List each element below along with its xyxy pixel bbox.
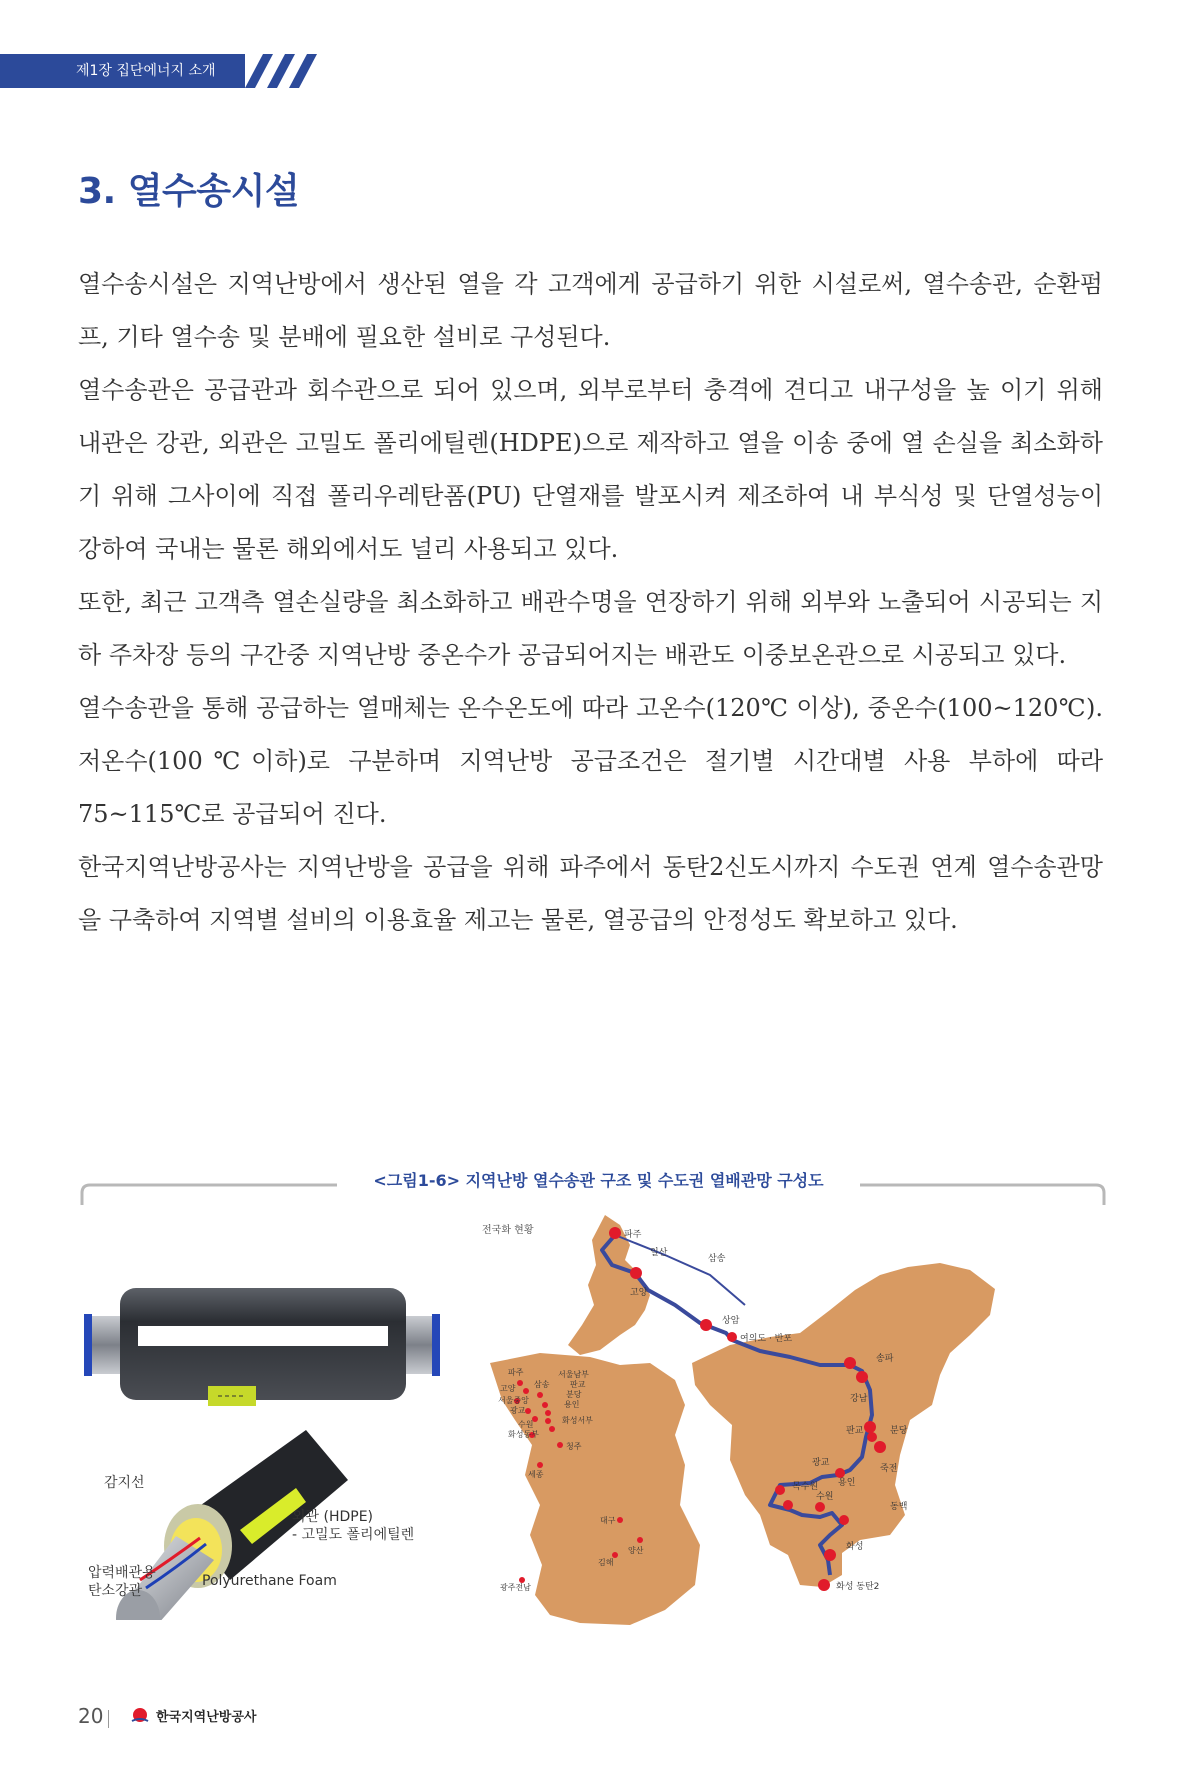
- label-outer: 외관 (HDPE) - 고밀도 폴리에틸렌: [292, 1509, 415, 1543]
- figure-caption: <그림1-6> 지역난방 열수송관 구조 및 수도권 열배관망 구성도: [0, 1168, 1197, 1191]
- national-site-6: 수원: [518, 1420, 534, 1429]
- paragraph-1: 열수송시설은 지역난방에서 생산된 열을 각 고객에게 공급하기 위한 시설로써, 열수송관, 순환펌프, 기타 열수송 및 분배에 필요한 설비로 구성된다.: [78, 270, 1103, 351]
- national-site-1: 파주: [508, 1368, 524, 1377]
- capital-site-15: 수원: [816, 1492, 834, 1502]
- national-site-17: 김해: [598, 1558, 614, 1567]
- national-site-9: 판교: [570, 1380, 586, 1389]
- capital-map-shape: [692, 1263, 995, 1587]
- capital-site-10: 분당: [890, 1426, 908, 1436]
- national-site-2: 삼송: [534, 1380, 550, 1389]
- national-site-11: 용인: [564, 1400, 580, 1409]
- footer-divider: [108, 1710, 109, 1728]
- capital-site-13: 용인: [838, 1478, 856, 1488]
- footer-logo: [130, 1706, 256, 1725]
- national-site-18: 광주전남: [500, 1583, 531, 1592]
- capital-site-4: 고양: [630, 1288, 648, 1298]
- capital-site-1: 파주: [624, 1230, 642, 1240]
- capital-site-8: 강남: [850, 1394, 868, 1404]
- national-site-4: 서울중앙: [498, 1396, 529, 1405]
- national-site-8: 서울남부: [558, 1370, 589, 1379]
- capital-site-18: 화성 동탄2: [836, 1582, 880, 1592]
- national-site-10: 분당: [566, 1390, 582, 1399]
- pipe-side-view: [80, 1276, 460, 1416]
- national-site-15: 대구: [600, 1516, 616, 1525]
- national-site-13: 청주: [566, 1442, 582, 1451]
- page-number: 20: [78, 1704, 104, 1728]
- paragraph-3: 또한, 최근 고객측 열손실량을 최소화하고 배관수명을 연장하기 위해 외부와 노출되어 시공되는 지하 주차장 등의 구간중 지역난방 중온수가 공급되어지는 배관도 이중보온관으로 시공되고 있다.: [78, 588, 1103, 669]
- national-site-5: 광교: [510, 1406, 526, 1415]
- capital-site-7: 송파: [876, 1354, 894, 1364]
- capital-site-2: 일산: [650, 1248, 668, 1258]
- label-foam: Polyurethane Foam: [202, 1573, 337, 1589]
- paragraph-2: 열수송관은 공급관과 회수관으로 되어 있으며, 외부로부터 충격에 견디고 내구성을 높 이기 위해 내관은 강관, 외관은 고밀도 폴리에틸렌(HDPE)으로 제작하고 열을 이송 중에 열 손실을 최소화하기 위해 그사이에 직접 폴리우레탄폼(PU) 단열재를 발포시켜 제조하여 내 부식성 및 단열성능이 강하여 국내는 물론 해외에서도 널리 사용되고 있다.: [78, 376, 1103, 563]
- header-stripes: [245, 54, 330, 88]
- capital-site-11: 광교: [812, 1458, 830, 1468]
- label-inner: 압력배관용 탄소강관: [88, 1565, 156, 1599]
- footer-org-name: 한국지역난방공사: [156, 1710, 257, 1725]
- capital-site-12: 죽전: [880, 1464, 898, 1474]
- label-wire: 감지선: [104, 1475, 145, 1491]
- body-text: [78, 258, 1103, 947]
- capital-site-14: 목수원: [792, 1482, 819, 1492]
- paragraph-4: 열수송관을 통해 공급하는 열매체는 온수온도에 따라 고온수(120℃ 이상), 중온수(100~120℃). 저온수(100℃이하)로 구분하며 지역난방 공급조건은 절기별 시간대별 사용 부하에 따라 75~115℃로 공급되어 진다.: [78, 694, 1103, 828]
- capital-site-6: 여의도 · 반포: [740, 1334, 793, 1344]
- national-site-12: 화성서부: [562, 1416, 593, 1425]
- chapter-header: 제1장 집단에너지 소개: [0, 54, 245, 88]
- capital-site-5: 상암: [722, 1316, 740, 1326]
- national-site-14: 세종: [528, 1470, 544, 1479]
- heat-network-map: [470, 1215, 1110, 1635]
- national-site-7: 화성동부: [508, 1430, 539, 1439]
- capital-site-17: 화성: [846, 1542, 864, 1552]
- kdhc-logo-icon: [130, 1707, 150, 1725]
- national-site-16: 양산: [628, 1546, 644, 1555]
- section-title: 3. 열수송시설: [78, 171, 300, 212]
- capital-site-9: 판교: [846, 1426, 864, 1436]
- capital-site-3: 삼송: [708, 1254, 726, 1264]
- map-national-title: 전국화 현황: [482, 1225, 534, 1236]
- paragraph-5: 한국지역난방공사는 지역난방을 공급을 위해 파주에서 동탄2신도시까지 수도권 연계 열수송관망을 구축하여 지역별 설비의 이용효율 제고는 물론, 열공급의 안정성도 확보하고 있다.: [78, 853, 1103, 934]
- national-site-3: 고양: [500, 1384, 516, 1393]
- capital-site-16: 동백: [890, 1502, 908, 1512]
